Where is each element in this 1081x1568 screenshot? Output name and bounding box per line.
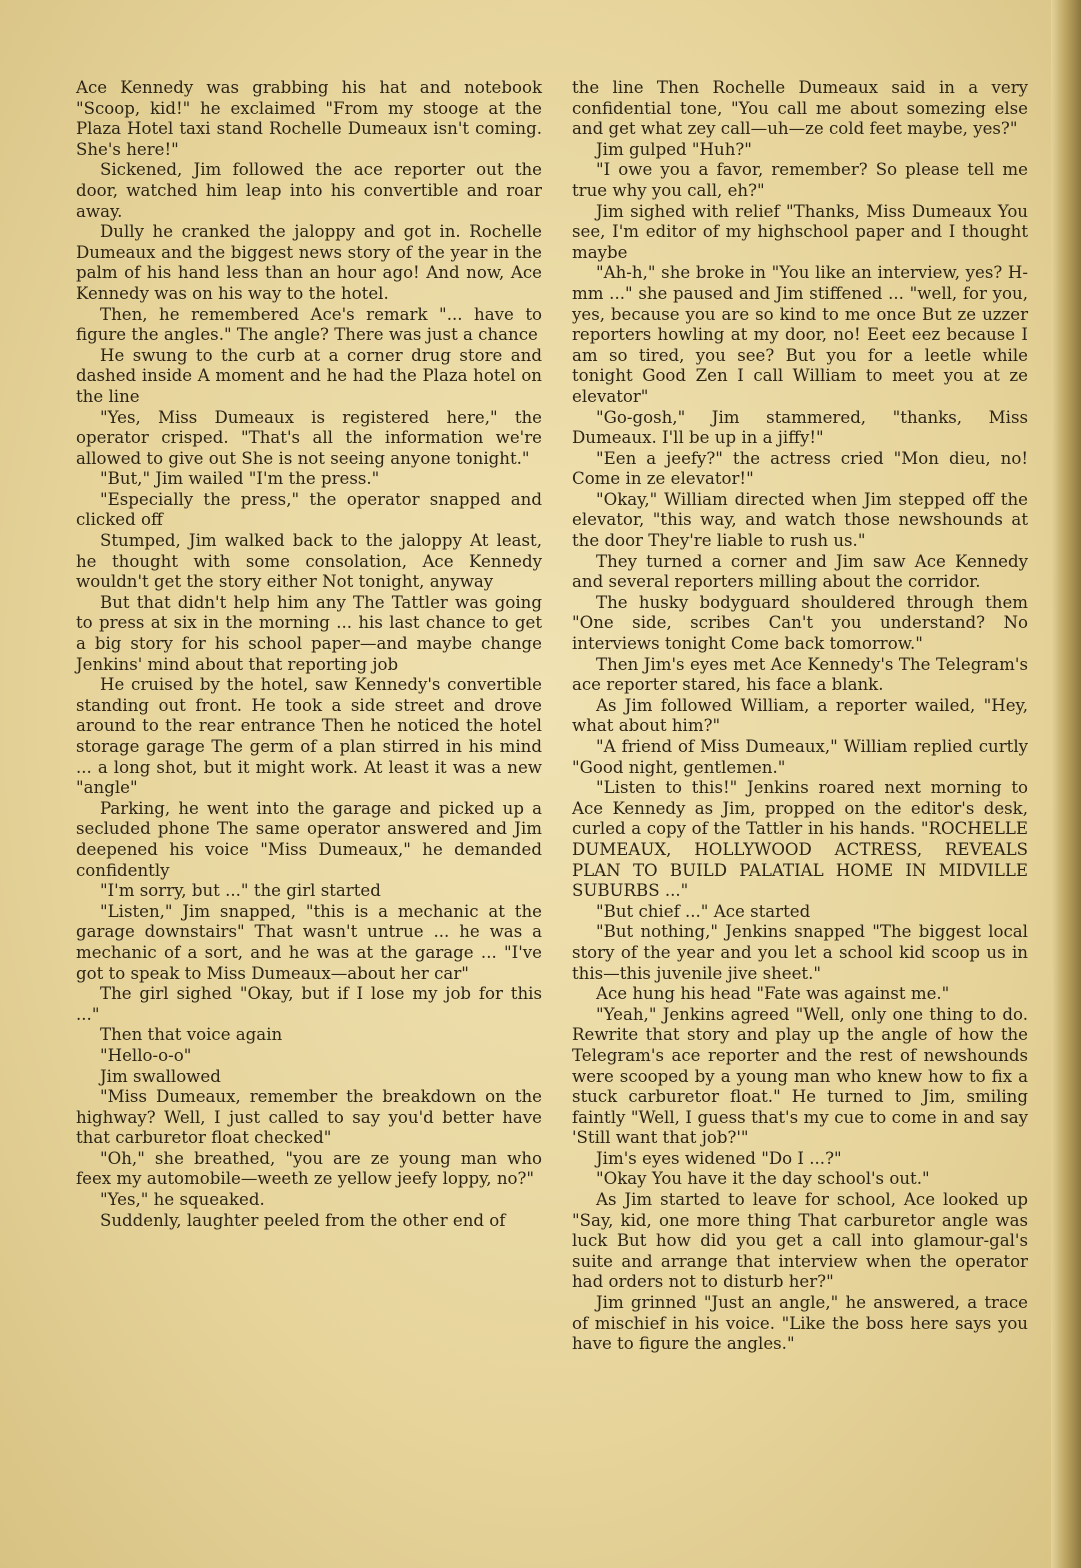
paragraph: The husky bodyguard shouldered through them "One side, scribes Can't you understand? No interviews tonight Come back tomorrow." bbox=[572, 592, 1028, 654]
paragraph: Jim's eyes widened "Do I ...?" bbox=[596, 1148, 842, 1168]
paragraph: Jim grinned "Just an angle," he answered, a trace of mischief in his voice. "Like the boss here says you have to figure the angles." bbox=[572, 1293, 1028, 1354]
paragraph: "Miss Dumeaux, remember the breakdown on the highway? Well, I just called to say you'd better have that carburetor float checked" bbox=[76, 1087, 542, 1148]
paragraph: He swung to the curb at a corner drug store and dashed inside A moment and he had the Plaza hotel on the line bbox=[76, 345, 542, 406]
paragraph: As Jim followed William, a reporter wailed, "Hey, what about him?" bbox=[572, 695, 1028, 736]
paragraph: Suddenly, laughter peeled from the other end of bbox=[100, 1210, 506, 1230]
paragraph: Ace hung his head "Fate was against me." bbox=[596, 984, 950, 1004]
paragraph: But that didn't help him any The Tattler was going to press at six in the morning ... his last chance to get a big story for his school paper—and maybe change Jenkins' mind about that reporting job bbox=[76, 592, 542, 674]
paragraph: "Especially the press," the operator snapped and clicked off bbox=[76, 489, 542, 530]
paragraph: "But chief ..." Ace started bbox=[596, 901, 811, 921]
paragraph: "Oh," she breathed, "you are ze young man who feex my automobile—weeth ze yellow jeefy loppy, no?" bbox=[76, 1148, 542, 1189]
paragraph: As Jim started to leave for school, Ace looked up "Say, kid, one more thing That carburetor angle was luck But how did you get a call into glamour-gal's suite and arrange that interview when the operator had orders not to disturb her?" bbox=[572, 1190, 1028, 1292]
paragraph: "Okay You have it the day school's out." bbox=[596, 1169, 930, 1189]
paragraph: Jim gulped "Huh?" bbox=[596, 139, 752, 159]
paragraph: They turned a corner and Jim saw Ace Kennedy and several reporters milling about the corridor. bbox=[572, 551, 1028, 592]
page-binding-edge bbox=[1051, 0, 1081, 1568]
paragraph: "Ah-h," she broke in "You like an interview, yes? H-mm ..." she paused and Jim stiffened ... "well, for you, yes, because you are so kind to me once But ze uzzer reporters howling at my door, no! Eeet eez because I am so tired, you see? But you for a leetle while tonight Good Zen I call William to meet you at ze elevator" bbox=[572, 263, 1028, 406]
paragraph: Then that voice again bbox=[100, 1025, 283, 1045]
paragraph: "Een a jeefy?" the actress cried "Mon dieu, no! Come in ze elevator!" bbox=[572, 448, 1028, 489]
left-text-column bbox=[76, 78, 542, 1231]
paragraph: Parking, he went into the garage and picked up a secluded phone The same operator answered and Jim deepened his voice "Miss Dumeaux," he demanded confidently bbox=[76, 798, 542, 880]
paragraph: Jim swallowed bbox=[100, 1066, 221, 1086]
paragraph: "I'm sorry, but ..." the girl started bbox=[100, 881, 381, 901]
paragraph: "Go-gosh," Jim stammered, "thanks, Miss Dumeaux. I'll be up in a jiffy!" bbox=[572, 407, 1028, 448]
paragraph: Stumped, Jim walked back to the jaloppy At least, he thought with some consolation, Ace Kennedy wouldn't get the story either Not tonight, anyway bbox=[76, 531, 542, 592]
paragraph: Ace Kennedy was grabbing his hat and notebook "Scoop, kid!" he exclaimed "From my stooge at the Plaza Hotel taxi stand Rochelle Dumeaux isn't coming. She's here!" bbox=[76, 78, 542, 159]
paragraph: The girl sighed "Okay, but if I lose my job for this ..." bbox=[76, 984, 542, 1024]
paragraph: "Okay," William directed when Jim stepped off the elevator, "this way, and watch those newshounds at the door They're liable to rush us." bbox=[572, 489, 1028, 551]
paragraph: "Yeah," Jenkins agreed "Well, only one thing to do. Rewrite that story and play up the angle of how the Telegram's ace reporter and the rest of newshounds were scooped by a young man who knew how to fix a stuck carburetor float." He turned to Jim, smiling faintly "Well, I guess that's my cue to come in and say 'Still want that job?'" bbox=[572, 1004, 1028, 1148]
paragraph: Sickened, Jim followed the ace reporter out the door, watched him leap into his convertible and roar away. bbox=[76, 160, 542, 221]
right-text-column bbox=[572, 78, 1028, 1355]
paragraph: Dully he cranked the jaloppy and got in. Rochelle Dumeaux and the biggest news story of the year in the palm of his hand less than an hour ago! And now, Ace Kennedy was on his way to the hotel. bbox=[76, 222, 542, 303]
paragraph: "Hello-o-o" bbox=[100, 1045, 192, 1065]
paragraph: Then, he remembered Ace's remark "... have to figure the angles." The angle? There was just a chance bbox=[76, 304, 542, 345]
paragraph: "Yes," he squeaked. bbox=[100, 1190, 265, 1210]
paragraph: "But," Jim wailed "I'm the press." bbox=[100, 469, 380, 489]
paragraph: "Listen to this!" Jenkins roared next morning to Ace Kennedy as Jim, propped on the editor's desk, curled a copy of the Tattler in his hands. "ROCHELLE DUMEAUX, HOLLYWOOD ACTRESS, REVEALS PLAN TO BUILD PALATIAL HOME IN MIDVILLE SUBURBS ..." bbox=[572, 778, 1028, 901]
paragraph: "A friend of Miss Dumeaux," William replied curtly "Good night, gentlemen." bbox=[572, 737, 1028, 777]
paragraph: Then Jim's eyes met Ace Kennedy's The Telegram's ace reporter stared, his face a blank. bbox=[572, 654, 1028, 695]
paragraph: "I owe you a favor, remember? So please tell me true why you call, eh?" bbox=[572, 160, 1028, 200]
paragraph: the line Then Rochelle Dumeaux said in a very confidential tone, "You call me about somezing else and get what zey call—uh—ze cold feet maybe, yes?" bbox=[572, 78, 1028, 139]
paragraph: He cruised by the hotel, saw Kennedy's convertible standing out front. He took a side street and drove around to the rear entrance Then he noticed the hotel storage garage The germ of a plan stirred in his mind ... a long shot, but it might work. At least it was a new "angle" bbox=[76, 675, 542, 798]
paragraph: "Yes, Miss Dumeaux is registered here," the operator crisped. "That's all the information we're allowed to give out She is not seeing anyone tonight." bbox=[76, 407, 542, 468]
paragraph: "Listen," Jim snapped, "this is a mechanic at the garage downstairs" That wasn't untrue ... he was a mechanic of a sort, and he was at the garage ... "I've got to speak to Miss Dumeaux—about her car" bbox=[76, 901, 542, 983]
paragraph: "But nothing," Jenkins snapped "The biggest local story of the year and you let a school kid scoop us in this—this juvenile jive sheet." bbox=[572, 922, 1028, 983]
paragraph: Jim sighed with relief "Thanks, Miss Dumeaux You see, I'm editor of my highschool paper and I thought maybe bbox=[572, 201, 1028, 262]
